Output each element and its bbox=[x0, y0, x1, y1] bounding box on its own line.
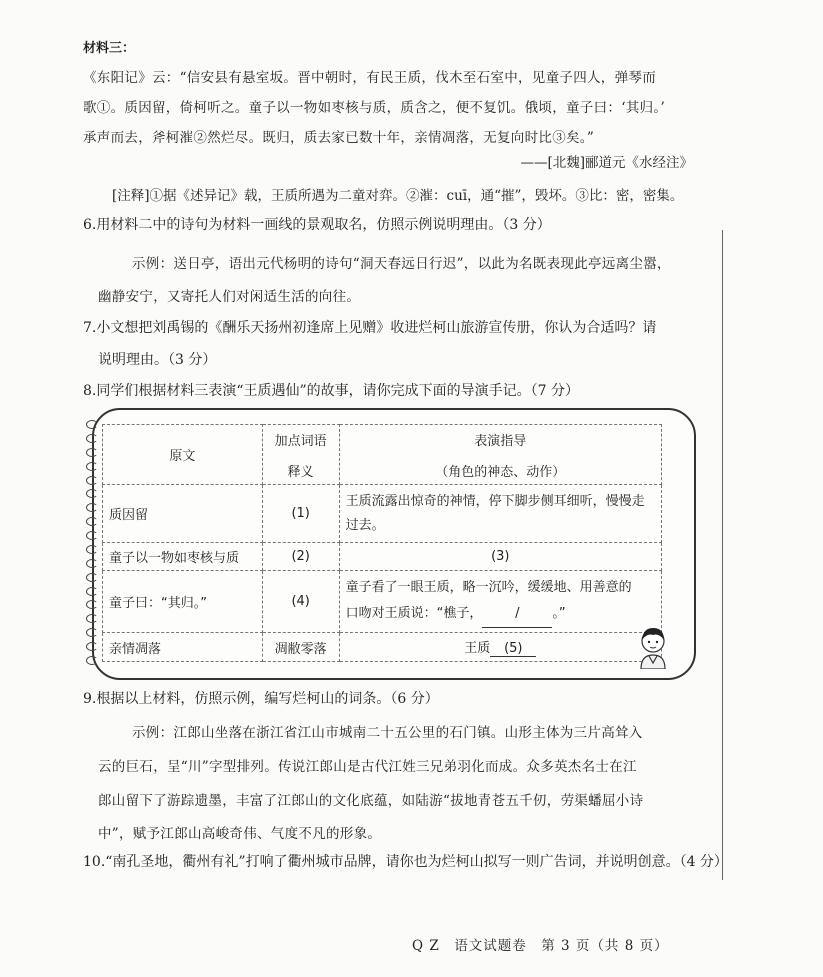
table-header-row bbox=[103, 425, 662, 485]
question-9-example-1: 示例：江郎山坐落在浙江省江山市城南二十五公里的石门镇。山形主体为三片高耸入 bbox=[132, 725, 643, 741]
question-10: 10.“南孔圣地，衢州有礼”打响了衢州城市品牌，请你也为烂柯山拟写一则广告词，并说明创意。（4 分） bbox=[83, 854, 728, 870]
question-6-example-2: 幽静安宁，又寄托人们对闲适生活的向往。 bbox=[98, 289, 361, 305]
question-9-example-2: 云的巨石，呈“川”字型排列。传说江郎山是古代江姓三兄弟羽化而成。众多英杰名士在江 bbox=[98, 759, 637, 775]
question-8: 8.同学们根据材料三表演“王质遇仙”的故事，请你完成下面的导演手记。（7 分） bbox=[83, 383, 580, 399]
header-guidance: 表演指导 （角色的神态、动作） bbox=[339, 425, 661, 485]
row4-gloss: 凋敝零落 bbox=[262, 633, 339, 662]
row2-blank-3[interactable]: (3) bbox=[339, 543, 661, 571]
director-table bbox=[102, 424, 662, 662]
row2-original: 童子以一物如枣核与质 bbox=[103, 543, 263, 571]
material3-heading: 材料三： bbox=[83, 41, 136, 56]
table-row bbox=[103, 485, 662, 543]
margin-rule bbox=[722, 230, 723, 880]
material3-line-2: 歌①。质因留，倚柯听之。童子以一物如枣核与质，质含之，便不复饥。俄顷，童子曰：‘其归。’ bbox=[83, 100, 666, 116]
row3-blank-4[interactable]: (4) bbox=[262, 571, 339, 633]
row4-original: 亲情凋落 bbox=[103, 633, 263, 662]
row3-guidance: 童子看了一眼王质，略一沉吟，缓缓地、用善意的 口吻对王质说：“樵子， / 。” bbox=[339, 571, 661, 633]
question-7-line-2: 说明理由。（3 分） bbox=[98, 352, 217, 368]
notebook-spiral bbox=[86, 420, 100, 665]
page-footer: Q Z 语文试题卷 第 3 页（共 8 页） bbox=[412, 938, 669, 954]
row4-guidance: 王质 (5) bbox=[339, 633, 661, 662]
question-6: 6.用材料二中的诗句为材料一画线的景观取名，仿照示例说明理由。（3 分） bbox=[83, 217, 551, 233]
table-row bbox=[103, 633, 662, 662]
material3-line-3: 承声而去，斧柯漼②然烂尽。既归，质去家已数十年，亲情凋落，无复向时比③矣。” bbox=[83, 130, 595, 146]
row1-guidance: 王质流露出惊奇的神情，停下脚步侧耳细听，慢慢走过去。 bbox=[339, 485, 661, 543]
question-9-example-4: 中”，赋予江郎山高峻奇伟、气度不凡的形象。 bbox=[98, 826, 382, 842]
table-row bbox=[103, 543, 662, 571]
header-original: 原文 bbox=[103, 425, 263, 485]
material3-note: [注释]①据《述异记》载，王质所遇为二童对弈。②漼：cuī，通“摧”，毁坏。③比：密，密集。 bbox=[112, 188, 684, 204]
row3-answer-blank[interactable]: / bbox=[482, 601, 552, 628]
material3-source: ——[北魏]郦道元《水经注》 bbox=[520, 155, 693, 171]
question-7-line-1: 7.小文想把刘禹锡的《酬乐天扬州初逢席上见赠》收进烂柯山旅游宣传册，你认为合适吗？请 bbox=[83, 320, 657, 336]
header-gloss: 加点词语 释义 bbox=[262, 425, 339, 485]
table-row bbox=[103, 571, 662, 633]
question-9: 9.根据以上材料，仿照示例，编写烂柯山的词条。（6 分） bbox=[83, 691, 439, 707]
row4-blank-5[interactable]: (5) bbox=[490, 641, 536, 657]
question-6-example-1: 示例：送日亭，语出元代杨明的诗句“洞天春远日行迟”，以此为名既表现此亭远离尘嚣， bbox=[132, 256, 671, 272]
student-avatar-icon bbox=[635, 623, 671, 669]
row1-blank-1[interactable]: (1) bbox=[262, 485, 339, 543]
question-9-example-3: 郎山留下了游踪遗墨，丰富了江郎山的文化底蕴，如陆游“拔地青苍五千仞，劳渠蟠屈小诗 bbox=[98, 793, 644, 809]
material3-line-1: 《东阳记》云：“信安县有悬室坂。晋中朝时，有民王质，伐木至石室中，见童子四人，弹琴而 bbox=[83, 70, 656, 86]
row2-blank-2[interactable]: (2) bbox=[262, 543, 339, 571]
row3-original: 童子曰：“其归。” bbox=[103, 571, 263, 633]
row1-original: 质因留 bbox=[103, 485, 263, 543]
